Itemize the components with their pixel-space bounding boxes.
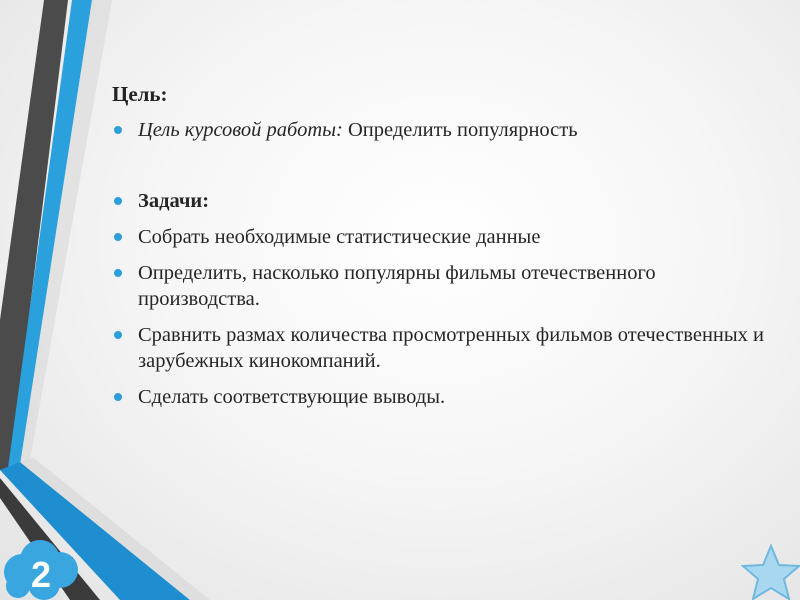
task-item (112, 260, 782, 312)
bullet-icon (114, 393, 122, 401)
task-text: Сделать соответствующие выводы. (138, 386, 446, 408)
task-item (112, 224, 782, 250)
bullet-icon (114, 331, 122, 339)
goal-label: Цель курсовой работы: (138, 119, 343, 141)
bullet-icon (114, 233, 122, 241)
goal-text: Определить популярность (342, 119, 578, 141)
task-text: Собрать необходимые статистические данные (138, 226, 541, 248)
slide-list (112, 117, 782, 410)
goal-heading: Цель: (112, 82, 168, 106)
slide-content (112, 82, 782, 420)
goal-item (112, 117, 782, 143)
task-item (112, 384, 782, 410)
page-number: 2 (30, 554, 52, 595)
bullet-icon (114, 269, 122, 277)
task-text: Сравнить размах количества просмотренных фильмов отечественных и зарубежных кинокомпаний. (138, 324, 765, 372)
star-icon (743, 546, 799, 599)
tasks-heading: Задачи: (138, 190, 210, 212)
bullet-icon (114, 197, 122, 205)
tasks-heading-item (112, 188, 782, 214)
task-text: Определить, насколько популярны фильмы отечественного производства. (138, 262, 656, 310)
task-item (112, 322, 782, 374)
bullet-icon (114, 126, 122, 134)
